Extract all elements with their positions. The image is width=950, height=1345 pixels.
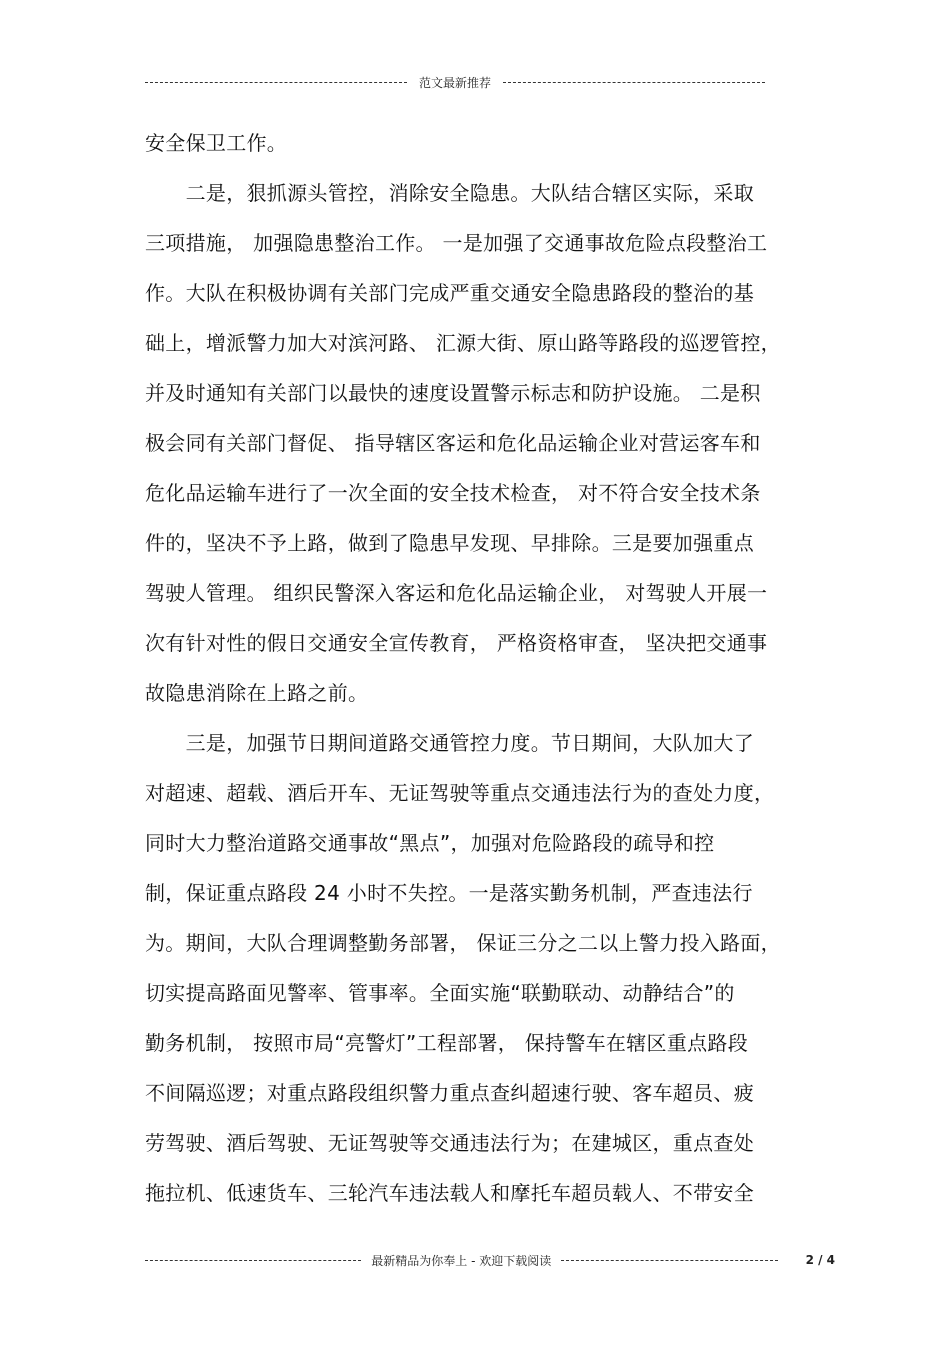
footer-rule-right	[561, 1260, 777, 1261]
body-line: 三是，加强节日期间道路交通管控力度。节日期间，大队加大了	[145, 731, 754, 755]
body-line: 为。期间，大队合理调整勤务部署， 保证三分之二以上警力投入路面，	[145, 931, 781, 955]
header-title: 范文最新推荐	[419, 75, 492, 90]
body-line: 拖拉机、低速货车、三轮汽车违法载人和摩托车超员载人、不带安全	[145, 1181, 754, 1205]
body-line: 劳驾驶、酒后驾驶、无证驾驶等交通违法行为；在建城区，重点查处	[145, 1131, 754, 1155]
header-rule-right	[503, 82, 765, 83]
page-header	[145, 72, 765, 92]
body-line: 安全保卫工作。	[145, 131, 288, 155]
body-line: 极会同有关部门督促、 指导辖区客运和危化品运输企业对营运客车和	[145, 431, 761, 455]
body-line: 并及时通知有关部门以最快的速度设置警示标志和防护设施。 二是积	[145, 381, 761, 405]
body-line: 作。大队在积极协调有关部门完成严重交通安全隐患路段的整治的基	[145, 281, 754, 305]
body-line: 对超速、超载、酒后开车、无证驾驶等重点交通违法行为的查处力度，	[145, 781, 775, 805]
footer-rule-left	[145, 1260, 361, 1261]
page-number: 2 / 4	[805, 1253, 835, 1267]
body-line: 切实提高路面见警率、管事率。全面实施“联勤联动、动静结合”的	[145, 981, 735, 1005]
body-line: 故隐患消除在上路之前。	[145, 681, 369, 705]
page-footer	[145, 1250, 835, 1270]
document-body	[145, 118, 805, 1218]
body-line: 危化品运输车进行了一次全面的安全技术检查， 对不符合安全技术条	[145, 481, 761, 505]
body-line: 件的，坚决不予上路，做到了隐患早发现、早排除。三是要加强重点	[145, 531, 754, 555]
body-line: 驾驶人管理。 组织民警深入客运和危化品运输企业， 对驾驶人开展一	[145, 581, 768, 605]
body-line: 勤务机制， 按照市局“亮警灯”工程部署， 保持警车在辖区重点路段	[145, 1031, 749, 1055]
body-line: 制，保证重点路段 24 小时不失控。一是落实勤务机制，严查违法行	[145, 881, 753, 905]
body-line: 三项措施， 加强隐患整治工作。 一是加强了交通事故危险点段整治工	[145, 231, 768, 255]
body-line: 不间隔巡逻；对重点路段组织警力重点查纠超速行驶、客车超员、疲	[145, 1081, 754, 1105]
body-line: 同时大力整治道路交通事故“黑点”，加强对危险路段的疏导和控	[145, 831, 715, 855]
header-rule-left	[145, 82, 407, 83]
footer-text: 最新精品为你奉上 - 欢迎下载阅读	[371, 1253, 552, 1268]
body-line: 础上，增派警力加大对滨河路、 汇源大街、原山路等路段的巡逻管控，	[145, 331, 781, 355]
body-line: 次有针对性的假日交通安全宣传教育， 严格资格审查， 坚决把交通事	[145, 631, 768, 655]
body-line: 二是，狠抓源头管控，消除安全隐患。大队结合辖区实际，采取	[145, 181, 754, 205]
